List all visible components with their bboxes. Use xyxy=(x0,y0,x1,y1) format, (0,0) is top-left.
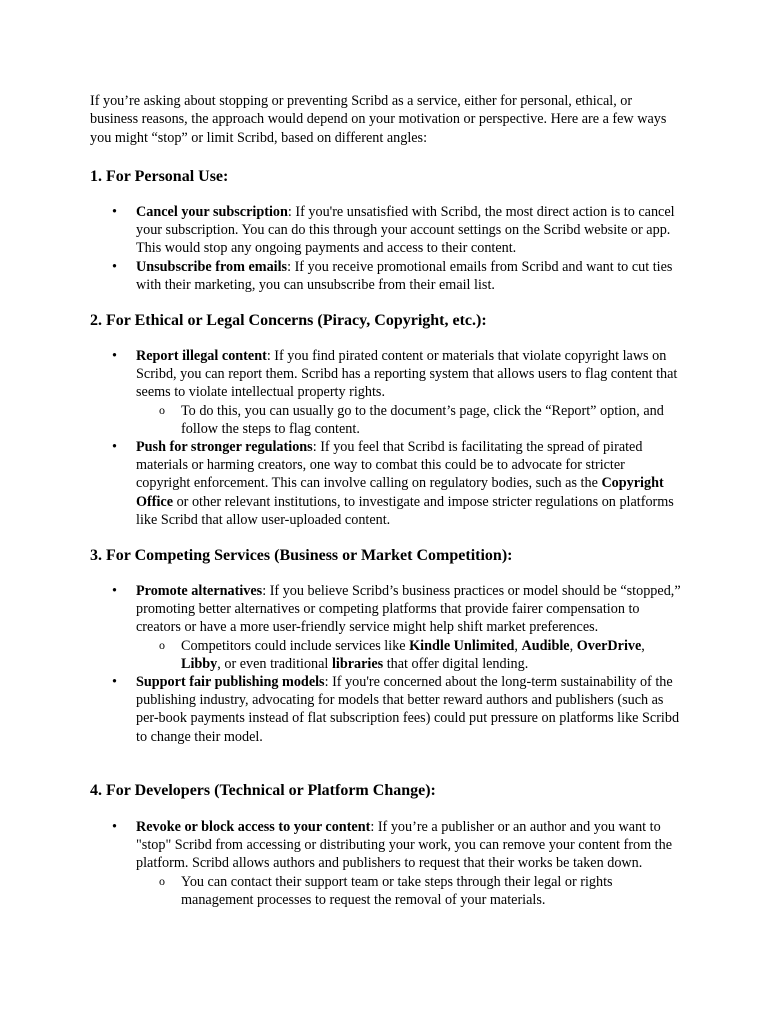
list-item xyxy=(110,818,682,909)
sub-item-text: that offer digital lending. xyxy=(383,655,529,672)
list-item xyxy=(110,438,682,529)
item-text: : If you believe Scribd’s business practices or model should be “stopped,” promoting better alternatives or competing platforms that provide fairer compensation to creators or have a more user-friendly service might help shift market preferences. xyxy=(136,583,681,636)
separator-text: , xyxy=(569,637,577,654)
competitor-name: Libby xyxy=(181,655,218,672)
sub-list xyxy=(136,873,682,909)
section-list-competing-services xyxy=(110,582,682,746)
separator-text: , xyxy=(641,637,645,654)
section-heading-ethical-legal: 2. For Ethical or Legal Concerns (Piracy, Copyright, etc.): xyxy=(90,312,487,329)
item-term: Unsubscribe from emails xyxy=(136,258,288,275)
item-term: Report illegal content xyxy=(136,348,267,364)
sub-list-item xyxy=(136,402,682,438)
list-item xyxy=(110,347,682,438)
sub-item-text: You can contact their support team or take steps through their legal or rights management processes to request the removal of your materials. xyxy=(181,873,613,908)
bullet-icon: • xyxy=(112,348,117,364)
section-heading-developers: 4. For Developers (Technical or Platform Change): xyxy=(90,782,436,799)
item-term: Push for stronger regulations xyxy=(136,439,313,456)
bullet-icon: • xyxy=(112,204,117,220)
section-list-personal-use xyxy=(110,203,682,294)
item-text: or other relevant institutions, to investigate and impose stricter regulations on platforms like Scribd that allow user-uploaded content. xyxy=(136,493,674,528)
item-text: : If you feel that Scribd is facilitating the spread of pirated materials or harming creators, one way to combat this could be to advocate for stricter copyright enforcement. This can involve calling on regulatory bodies, such as the xyxy=(136,439,643,492)
item-bold-inline: Copyright Office xyxy=(136,475,664,510)
sub-list-item xyxy=(136,873,682,909)
circle-bullet-icon: o xyxy=(159,873,165,888)
item-text: : If you're concerned about the long-term sustainability of the publishing industry, advocating for models that better reward authors and publishers (such as per-book payments instead of flat subscription fees) could put pressure on platforms like Scribd to change their model. xyxy=(136,674,680,745)
item-text: : If you’re a publisher or an author and you want to "stop" Scribd from accessing or distributing your work, you can remove your content from the platform. Scribd allows authors and publishers to request that their works be taken down. xyxy=(136,819,673,872)
circle-bullet-icon: o xyxy=(159,402,165,417)
list-item xyxy=(110,258,682,294)
bullet-icon: • xyxy=(112,439,117,456)
bullet-icon: • xyxy=(112,583,117,599)
item-text: : If you're unsatisfied with Scribd, the most direct action is to cancel your subscription. You can do this through your account settings on the Scribd website or app. This would stop any ongoing payments and access to their content. xyxy=(136,204,675,257)
sub-item-text: , or even traditional xyxy=(217,655,332,672)
item-term: Cancel your subscription xyxy=(136,204,288,220)
sub-list xyxy=(136,637,682,673)
section-heading-personal-use: 1. For Personal Use: xyxy=(90,168,229,185)
item-text: : If you find pirated content or materials that violate copyright laws on Scribd, you can report them. Scribd has a reporting system that allows users to flag content that seems to violate intellectual property rights. xyxy=(136,348,678,401)
list-item xyxy=(110,582,682,673)
sub-list xyxy=(136,402,682,438)
competitor-name: libraries xyxy=(331,655,384,672)
sub-item-text: To do this, you can usually go to the document’s page, click the “Report” option, and follow the steps to flag content. xyxy=(181,402,664,437)
separator-text: , xyxy=(514,637,522,654)
bullet-icon: • xyxy=(112,258,117,275)
competitor-name: Kindle Unlimited xyxy=(409,637,515,654)
circle-bullet-icon: o xyxy=(159,637,165,652)
competitor-name: OverDrive xyxy=(576,637,642,654)
competitor-name: Audible xyxy=(521,637,570,654)
list-item xyxy=(110,673,682,746)
bullet-icon: • xyxy=(112,819,117,835)
item-term: Revoke or block access to your content xyxy=(136,819,371,835)
section-list-developers xyxy=(110,818,682,909)
section-list-ethical-legal xyxy=(110,347,682,529)
list-item xyxy=(110,203,682,258)
bullet-icon: • xyxy=(112,674,117,691)
item-term: Support fair publishing models xyxy=(136,674,325,691)
section-heading-competing-services: 3. For Competing Services (Business or Market Competition): xyxy=(90,547,513,564)
intro-paragraph: If you’re asking about stopping or preventing Scribd as a service, either for personal, ethical, or business reasons, the approach would depend on your motivation or perspective. Here are a few ways you might “stop” or limit Scribd, based on different angles: xyxy=(90,93,667,146)
sub-item-text: Competitors could include services like xyxy=(181,637,410,654)
item-text: : If you receive promotional emails from Scribd and want to cut ties with their marketing, you can unsubscribe from their email list. xyxy=(136,258,673,293)
item-term: Promote alternatives xyxy=(136,583,263,599)
sub-list-item xyxy=(136,637,682,673)
